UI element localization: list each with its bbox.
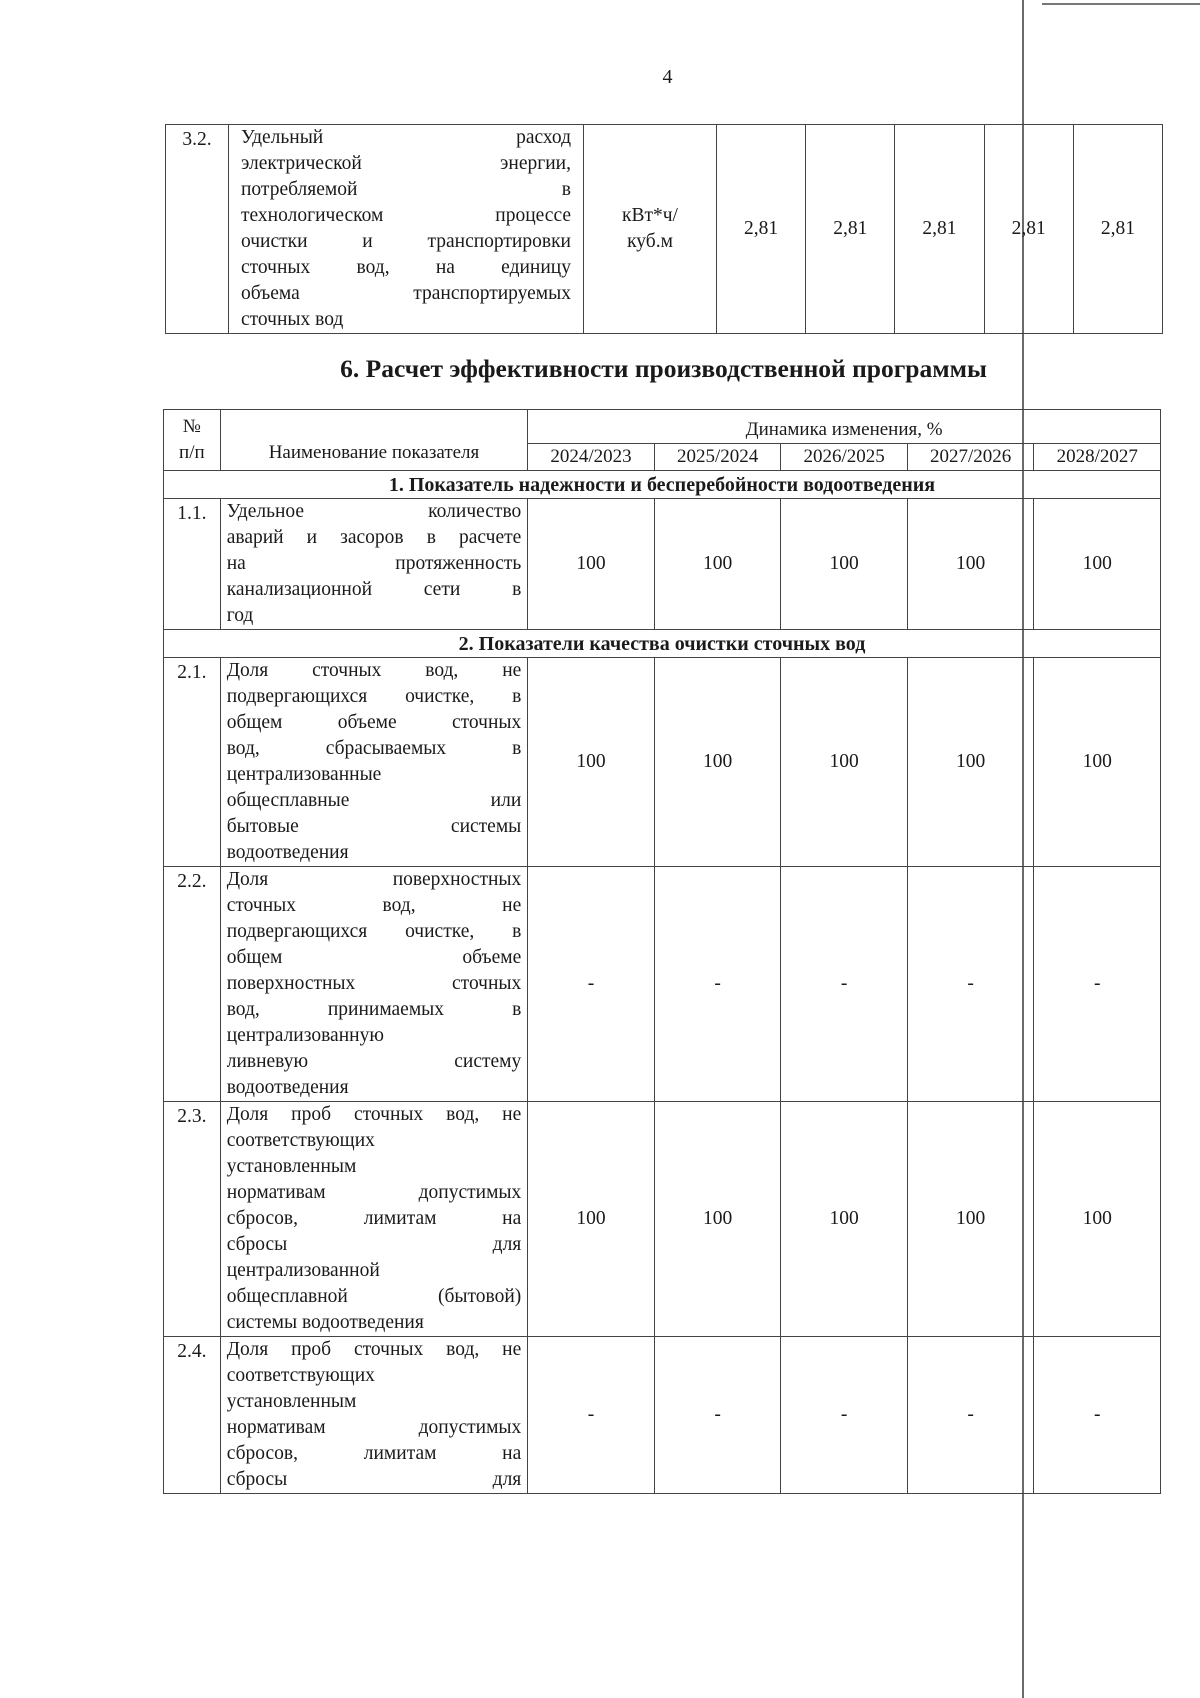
name-line: сточных вод, на единицу xyxy=(241,257,571,278)
name-line: сточных вод, не xyxy=(226,895,522,916)
name-line: соответствующих xyxy=(226,1365,375,1386)
value-cell: - xyxy=(781,867,908,1102)
value-cell: 100 xyxy=(781,658,908,867)
value-cell: 100 xyxy=(654,1102,781,1337)
table-row-2-4 xyxy=(164,1337,1161,1494)
name-line: потребляемой в xyxy=(241,179,571,200)
value-cell: 2,81 xyxy=(984,125,1073,334)
value-cell: 100 xyxy=(1034,658,1161,867)
value-cell: 100 xyxy=(1034,1102,1161,1337)
page-number: 4 xyxy=(662,66,673,88)
header-num-line: № xyxy=(182,416,201,437)
value-cell: 2,81 xyxy=(1073,125,1162,334)
name-line: электрической энергии, xyxy=(241,153,571,174)
name-line: Доля поверхностных xyxy=(226,869,522,890)
section-heading: 6. Расчет эффективности производственной программы xyxy=(340,354,987,383)
value-cell: 100 xyxy=(528,499,655,630)
value-cell: - xyxy=(1034,1337,1161,1494)
name-line: технологическом процессе xyxy=(241,205,571,226)
scan-edge-top-line xyxy=(1042,3,1200,5)
name-line: канализационной сети в xyxy=(226,579,522,600)
header-year: 2028/2027 xyxy=(1034,444,1161,471)
value-cell: - xyxy=(654,867,781,1102)
unit-line: кВт*ч/ xyxy=(622,205,678,226)
name-line: на протяженность xyxy=(226,553,522,574)
value-cell: 100 xyxy=(907,658,1034,867)
value-cell: 100 xyxy=(528,658,655,867)
value-cell: - xyxy=(528,1337,655,1494)
section-row xyxy=(164,471,1161,499)
name-line: общем объеме xyxy=(226,947,522,968)
name-line: Удельный расход xyxy=(241,127,571,148)
indicator-name xyxy=(220,1102,528,1337)
name-line: сбросов, лимитам на xyxy=(226,1208,522,1229)
name-line: ливневую систему xyxy=(226,1051,522,1072)
row-number: 2.4. xyxy=(164,1337,221,1494)
section-title: 2. Показатели качества очистки сточных вод xyxy=(164,630,1161,658)
header-num-line: п/п xyxy=(179,442,205,463)
value-cell: 100 xyxy=(907,1102,1034,1337)
indicator-name xyxy=(220,867,528,1102)
name-line: системы водоотведения xyxy=(226,1312,424,1333)
row-number: 2.2. xyxy=(164,867,221,1102)
name-line: централизованную xyxy=(226,1025,384,1046)
name-line: Доля сточных вод, не xyxy=(226,660,522,681)
name-line: централизованные xyxy=(226,764,382,785)
name-line: Доля проб сточных вод, не xyxy=(226,1339,522,1360)
name-line: нормативам допустимых xyxy=(226,1182,522,1203)
name-line: централизованной xyxy=(226,1260,380,1281)
header-year: 2027/2026 xyxy=(907,444,1034,471)
name-line: сбросы для xyxy=(226,1469,522,1490)
value-cell: - xyxy=(781,1337,908,1494)
header-year: 2026/2025 xyxy=(781,444,908,471)
name-line: общесплавной (бытовой) xyxy=(226,1286,522,1307)
header-row xyxy=(164,410,1161,444)
indicator-name xyxy=(220,1337,528,1494)
name-line: водоотведения xyxy=(226,1077,349,1098)
name-line: очистки и транспортировки xyxy=(241,231,571,252)
name-line: год xyxy=(226,605,254,626)
name-line: вод, сбрасываемых в xyxy=(226,738,522,759)
header-year: 2025/2024 xyxy=(654,444,781,471)
value-cell: - xyxy=(654,1337,781,1494)
header-dynamics: Динамика изменения, % xyxy=(528,410,1161,444)
value-cell: - xyxy=(1034,867,1161,1102)
value-cell: 100 xyxy=(654,499,781,630)
name-line: общем объеме сточных xyxy=(226,712,522,733)
name-line: сбросов, лимитам на xyxy=(226,1443,522,1464)
name-line: объема транспортируемых xyxy=(241,283,571,304)
name-line: аварий и засоров в расчете xyxy=(226,527,522,548)
table-row-2-2 xyxy=(164,867,1161,1102)
row-number: 1.1. xyxy=(164,499,221,630)
name-line: общесплавные или xyxy=(226,790,522,811)
name-line: Доля проб сточных вод, не xyxy=(226,1104,522,1125)
name-line: подвергающихся очистке, в xyxy=(226,921,522,942)
value-cell: 2,81 xyxy=(895,125,984,334)
header-num xyxy=(164,410,221,471)
value-cell: 100 xyxy=(528,1102,655,1337)
value-cell: 100 xyxy=(907,499,1034,630)
row-number: 2.3. xyxy=(164,1102,221,1337)
value-cell: 100 xyxy=(781,499,908,630)
name-line: Удельное количество xyxy=(226,501,522,522)
indicator-name xyxy=(220,499,528,630)
name-line: бытовые системы xyxy=(226,816,522,837)
value-cell: 100 xyxy=(781,1102,908,1337)
name-line: соответствующих xyxy=(226,1130,375,1151)
name-line: сбросы для xyxy=(226,1234,522,1255)
value-cell: 100 xyxy=(1034,499,1161,630)
name-line: сточных вод xyxy=(241,309,344,330)
value-cell: - xyxy=(528,867,655,1102)
name-line: поверхностных сточных xyxy=(226,973,522,994)
unit-cell xyxy=(584,125,717,334)
indicator-name xyxy=(229,125,584,334)
name-line: установленным xyxy=(226,1156,357,1177)
name-line: вод, принимаемых в xyxy=(226,999,522,1020)
header-year: 2024/2023 xyxy=(528,444,655,471)
value-cell: - xyxy=(907,867,1034,1102)
row-number: 3.2. xyxy=(166,125,229,334)
table-row-1-1 xyxy=(164,499,1161,630)
name-line: нормативам допустимых xyxy=(226,1417,522,1438)
row-number: 2.1. xyxy=(164,658,221,867)
table-row-2-3 xyxy=(164,1102,1161,1337)
section-row xyxy=(164,630,1161,658)
table-row-2-1 xyxy=(164,658,1161,867)
name-line: водоотведения xyxy=(226,842,349,863)
unit-line: куб.м xyxy=(627,231,673,252)
header-name: Наименование показателя xyxy=(220,410,528,471)
section-title: 1. Показатель надежности и бесперебойности водоотведения xyxy=(164,471,1161,499)
value-cell: 100 xyxy=(654,658,781,867)
continuation-table xyxy=(165,124,1163,334)
table-row-3-2 xyxy=(166,125,1163,334)
value-cell: 2,81 xyxy=(806,125,895,334)
value-cell: 2,81 xyxy=(717,125,806,334)
name-line: установленным xyxy=(226,1391,357,1412)
efficiency-table xyxy=(163,409,1161,1494)
name-line: подвергающихся очистке, в xyxy=(226,686,522,707)
value-cell: - xyxy=(907,1337,1034,1494)
indicator-name xyxy=(220,658,528,867)
